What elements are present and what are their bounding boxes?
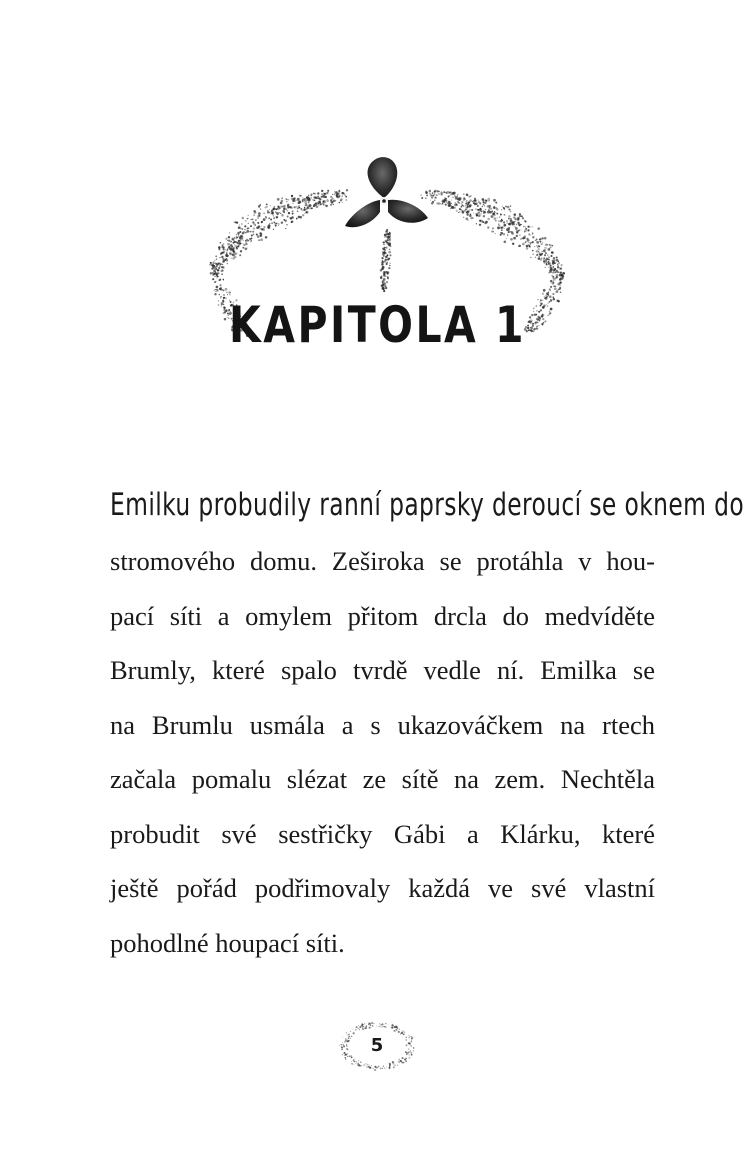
paragraph-line: pací síti a omylem přitom drcla do medvíděte (110, 600, 655, 631)
paragraph-line: začala pomalu slézat ze sítě na zem. Nechtěla (110, 764, 655, 794)
page-number-badge (337, 1018, 417, 1074)
page-number: 5 (370, 1035, 384, 1056)
chapter-title: KAPITOLA 1 (229, 296, 526, 354)
chapter-opening-line: Emilku probudily ranní paprsky deroucí se oknem do (110, 487, 745, 523)
paragraph-line: pohodlné houpací síti. (110, 927, 345, 958)
paragraph-line: stromového domu. Zeširoka se protáhla v hou- (110, 546, 655, 576)
flower-icon (345, 157, 428, 227)
paragraph-line: Brumly, které spalo tvrdě vedle ní. Emilka se (110, 655, 655, 685)
paragraph-line: na Brumlu usmála a s ukazováčkem na rtech (110, 709, 655, 740)
paragraph-line: probudit své sestřičky Gábi a Klárku, které (110, 818, 655, 849)
paragraph-line: ještě pořád podřimovaly každá ve své vlastní (110, 873, 655, 903)
body-paragraph (110, 534, 655, 970)
